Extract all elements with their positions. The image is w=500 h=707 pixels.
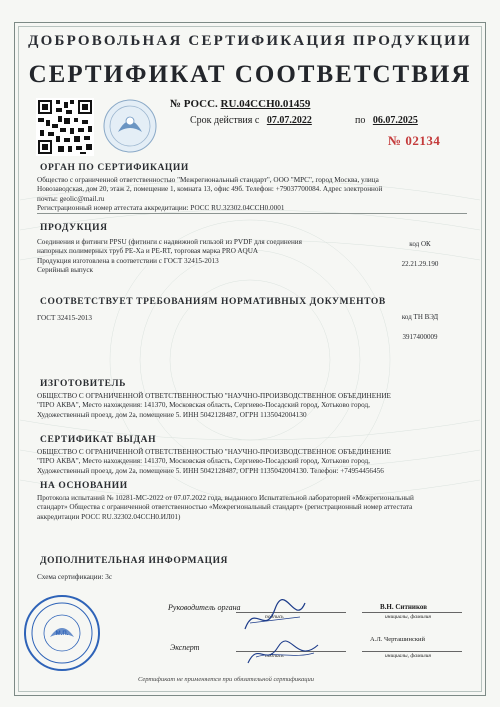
certification-emblem-icon [102, 98, 158, 154]
product-line: Продукция изготовлена в соответствии с ГОСТ 32415-2013 [37, 256, 219, 265]
serial-number: № 02134 [388, 133, 441, 148]
product-code-box [380, 240, 460, 268]
page-title: СЕРТИФИКАТ СООТВЕТСТВИЯ [28, 61, 472, 88]
valid-from-label: Срок действия с [190, 115, 260, 126]
issued-to-line: ОБЩЕСТВО С ОГРАНИЧЕННОЙ ОТВЕТСТВЕННОСТЬЮ "НАУЧНО-ПРОИЗВОДСТВЕННОЕ ОБЪЕДИНЕНИЕ [37, 448, 391, 456]
valid-to-label: по [355, 115, 366, 126]
issued-to-title: СЕРТИФИКАТ ВЫДАН [40, 435, 157, 445]
expert-signature-icon [244, 637, 324, 671]
compliance-code-box [380, 313, 460, 341]
product-line: Соединения и фитинги PPSU (фитинги с надвижной гильзой из PVDF для соединения [37, 238, 302, 246]
registration-line: № РОСС. RU.04ССН0.01459 [170, 98, 311, 110]
basis-line: стандарт» Общества с ограниченной ответственностью «Межрегиональный стандарт» (регистрационный номер аттестата [37, 503, 413, 512]
expert-label: Эксперт [170, 643, 200, 652]
head-sign-caption: подпись [265, 614, 284, 620]
cert-body-line: почты: geolic@mail.ru [37, 194, 105, 203]
basis-line: аккредитации РОСС RU.32302.04ССН0.ИЛ01) [37, 512, 181, 521]
manufacturer-title: ИЗГОТОВИТЕЛЬ [40, 379, 127, 389]
header-top-line: ДОБРОВОЛЬНАЯ СЕРТИФИКАЦИЯ ПРОДУКЦИИ [28, 33, 472, 49]
head-name-caption: инициалы, фамилия [385, 614, 431, 620]
expert-name-caption: инициалы, фамилия [385, 653, 431, 659]
extra-info-title: ДОПОЛНИТЕЛЬНАЯ ИНФОРМАЦИЯ [40, 556, 229, 566]
issued-to-line: Художественный проезд, дом 2а, помещение 5. ИНН 5042128487, ОГРН 1135042004130. Телефон: +74954456456 [37, 466, 384, 475]
cert-body-text [37, 176, 467, 214]
product-title: ПРОДУКЦИЯ [40, 223, 108, 233]
scheme-text: Схема сертификации: 3с [37, 573, 113, 581]
reg-number: RU.04ССН0.01459 [220, 98, 311, 110]
head-signature-icon [240, 597, 310, 637]
product-code-label: код ОК [409, 240, 431, 248]
head-name-line [362, 612, 462, 613]
product-text [37, 238, 357, 275]
product-line: напорных полимерных труб PE-Xa и PE-RT, торговая марка PRO AQUA [37, 247, 259, 256]
compliance-title: СООТВЕТСТВУЕТ ТРЕБОВАНИЯМ НОРМАТИВНЫХ ДОКУМЕНТОВ [40, 297, 386, 307]
compliance-code-label: код ТН ВЭД [401, 313, 439, 321]
issued-to-text [37, 448, 469, 476]
product-code-value: 22.21.29.190 [401, 260, 439, 268]
compliance-standard: ГОСТ 32415-2013 [37, 314, 92, 322]
cert-body-line: Новозаводская, дом 20, этаж 2, помещение 1, комната 13, офис 49б. Телефон: +79037700084. Адрес электронной [37, 185, 383, 194]
compliance-code-value: 3917400009 [402, 333, 438, 341]
valid-to-date: 06.07.2025 [372, 115, 418, 126]
expert-sign-caption: подпись [265, 653, 284, 659]
reg-prefix: № РОСС [170, 98, 216, 110]
expert-name-line [362, 651, 462, 652]
manufacturer-line: Художественный проезд, дом 2а, помещение 5. ИНН 5042128487, ОГРН 1135042004130 [37, 410, 307, 419]
head-name: В.Н. Ситников [380, 603, 428, 611]
manufacturer-line: "ПРО АКВА", Место нахождения: 141370, Московская область, Сергиево-Посадский город, Хотьково город, [37, 401, 370, 410]
basis-title: НА ОСНОВАНИИ [40, 481, 128, 491]
issued-to-line: "ПРО АКВА", Место нахождения: 141370, Московская область, Сергиево-Посадский город, Хотьково город, [37, 457, 370, 466]
blue-seal-icon [22, 593, 102, 673]
validity-from [190, 115, 312, 126]
head-label: Руководитель органа [168, 603, 241, 612]
valid-from-date: 07.07.2022 [266, 115, 312, 126]
validity-to [355, 115, 418, 126]
cert-body-title: ОРГАН ПО СЕРТИФИКАЦИИ [40, 163, 189, 173]
qr-code-icon [36, 98, 94, 156]
manufacturer-text [37, 392, 469, 420]
manufacturer-line: ОБЩЕСТВО С ОГРАНИЧЕННОЙ ОТВЕТСТВЕННОСТЬЮ "НАУЧНО-ПРОИЗВОДСТВЕННОЕ ОБЪЕДИНЕНИЕ [37, 392, 391, 400]
basis-text [37, 494, 469, 522]
cert-body-line: Общество с ограниченной ответственностью "Межрегиональный стандарт", ООО "МРС", город Москва, улица [37, 176, 379, 184]
footnote: Сертификат не применяется при обязательной сертификации [138, 676, 315, 683]
product-serial-label: Серийный выпуск [37, 265, 94, 274]
basis-line: Протокола испытаний № 10281-МС-2022 от 07.07.2022 года, выданного Испытательной лабораторией «Межрегиональный [37, 494, 414, 502]
seal-center-text: М.П. [55, 631, 69, 637]
expert-name: А.Л. Черташинский [370, 636, 426, 643]
cert-body-reg-line: Регистрационный номер аттестата аккредитации: РОСС RU.32302.04ССН0.0001 [37, 204, 467, 214]
